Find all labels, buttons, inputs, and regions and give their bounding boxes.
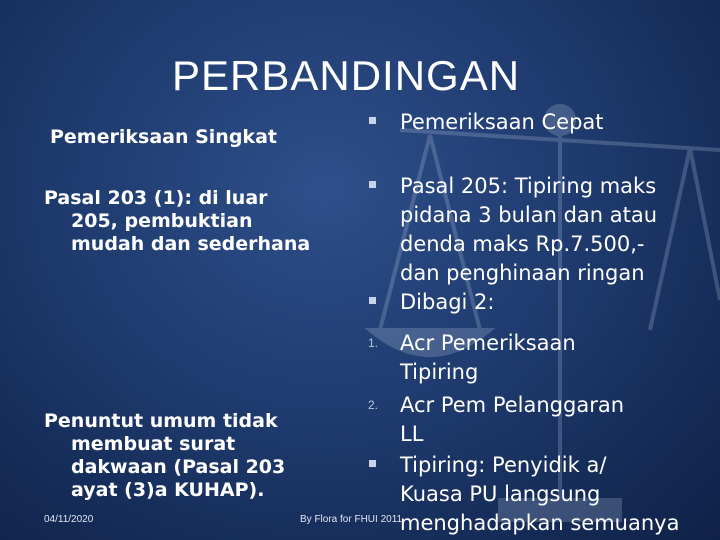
slide-title: PERBANDINGAN — [172, 52, 521, 99]
right-bullet-list — [368, 0, 720, 540]
footer-date: 04/11/2020 — [44, 514, 94, 525]
left-paragraph-1 — [44, 187, 354, 256]
list-number — [368, 329, 392, 350]
list-number-label: 2. — [368, 398, 379, 412]
list-item-line: menghadapkan semuanya — [400, 511, 680, 535]
list-item-text — [400, 288, 494, 317]
list-item-text — [400, 172, 657, 288]
list-item-line: Tipiring — [400, 360, 479, 384]
list-number-label: 1. — [368, 336, 379, 350]
left-paragraph-2-line: membuat surat — [71, 433, 236, 455]
left-column-heading: Pemeriksaan Singkat — [50, 126, 277, 148]
bullet-marker — [368, 172, 392, 188]
square-bullet-icon — [369, 297, 376, 304]
list-item-line: Dibagi 2: — [400, 290, 495, 314]
left-paragraph-2-line: dakwaan (Pasal 203 — [71, 456, 286, 478]
list-item-line: Acr Pem Pelanggaran — [400, 393, 625, 417]
list-item-text — [400, 329, 576, 387]
left-paragraph-2-line: Penuntut umum tidak — [44, 410, 278, 432]
square-bullet-icon — [369, 117, 376, 124]
bullet-marker — [368, 288, 392, 304]
list-item-text — [400, 451, 679, 538]
list-item-line: Tipiring: Penyidik a/ — [400, 453, 607, 477]
list-item-line: Kuasa PU langsung — [400, 482, 601, 506]
square-bullet-icon — [369, 181, 376, 188]
left-paragraph-1-line: 205, pembuktian — [71, 210, 253, 232]
list-item-line: pidana 3 bulan dan atau — [400, 203, 658, 227]
list-number — [368, 391, 392, 412]
list-item-line: dan penghinaan ringan — [400, 261, 645, 285]
list-item-line: denda maks Rp.7.500,- — [400, 232, 645, 256]
left-paragraph-2 — [44, 410, 354, 502]
list-item-line: Acr Pemeriksaan — [400, 331, 576, 355]
left-paragraph-1-line: mudah dan sederhana — [71, 233, 311, 255]
left-paragraph-2-line: ayat (3)a KUHAP). — [71, 479, 265, 501]
list-item-line: Pemeriksaan Cepat — [400, 110, 604, 134]
square-bullet-icon — [369, 460, 376, 467]
list-item-text — [400, 108, 604, 137]
list-item-line: LL — [400, 422, 424, 446]
bullet-marker — [368, 451, 392, 467]
list-item-text — [400, 391, 624, 449]
list-item-line: Pasal 205: Tipiring maks — [400, 174, 657, 198]
left-paragraph-1-line: Pasal 203 (1): di luar — [44, 187, 268, 209]
bullet-marker — [368, 108, 392, 124]
footer-author: By Flora for FHUI 2011 — [300, 514, 403, 525]
